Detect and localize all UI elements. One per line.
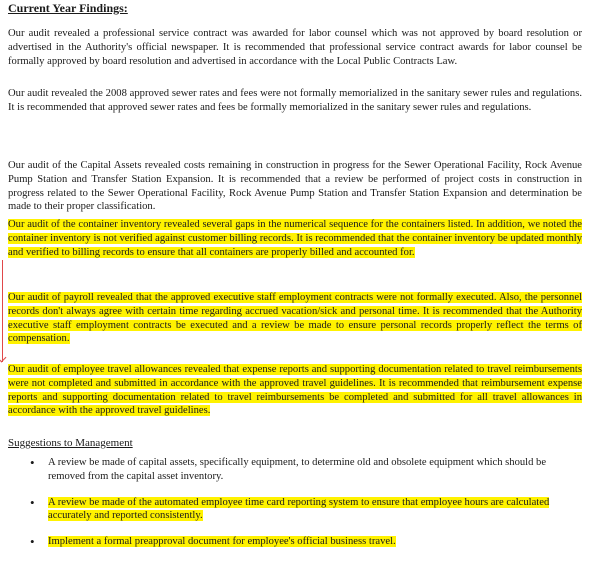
finding-paragraph-1 — [8, 27, 582, 68]
annotation-arrow-icon — [0, 353, 6, 363]
finding-text-3: Our audit of the Capital Assets revealed costs remaining in construction in progress for the Sewer Operational Facility, Rock Avenue Pump Station and Transfer Station Expansion. It is recommended that a review be performed of project costs in construction in progress related to the Sewer Operational Facility, Rock Avenue Pump Station and Transfer Station Expansion and determination be made to their proper classification. — [8, 160, 582, 213]
bullet-icon: • — [30, 455, 35, 470]
suggestions-heading: Suggestions to Management — [8, 437, 133, 449]
bullet-icon: • — [30, 534, 35, 550]
finding-text-2: Our audit revealed the 2008 approved sewer rates and fees were not formally memorialized in the sanitary sewer rules and regulations. It is recommended that approved sewer rates and fees be formally memorialized in the sanitary sewer rules and regulations. — [8, 88, 582, 113]
finding-paragraph-6-highlighted — [8, 363, 582, 418]
suggestions-list — [30, 452, 582, 549]
findings-heading: Current Year Findings: — [8, 1, 128, 15]
finding-paragraph-5-highlighted — [8, 291, 582, 346]
bullet-icon: • — [30, 494, 35, 510]
finding-text-5: Our audit of payroll revealed that the approved executive staff employment contracts were not formally executed. Also, the personnel records don't always agree with certain time regarding accrued vacation/sick and personal time. It is recommended that the Authority executive staff employment contracts be executed and a review be made to ensure personal records properly reflect the terms of compensation. — [8, 292, 582, 345]
finding-paragraph-4-highlighted — [8, 218, 582, 259]
finding-paragraph-3 — [8, 159, 582, 214]
finding-text-6: Our audit of employee travel allowances revealed that expense reports and supporting documentation related to travel reimbursements were not completed and submitted in accordance with the approved travel guidelines. It is recommended that reimbursement expense reports and supporting documentation related to travel reimbursements be completed and submitted for all travel allowances in accordance with the approved travel guidelines. — [8, 364, 582, 417]
suggestion-item-1 — [30, 456, 582, 484]
suggestion-text-1: A review be made of capital assets, specifically equipment, to determine old and obsolete equipment which should be removed from the capital asset inventory. — [48, 457, 547, 482]
suggestion-item-3-highlighted — [30, 535, 582, 549]
suggestion-item-2-highlighted — [30, 496, 582, 524]
suggestion-text-2: A review be made of the automated employee time card reporting system to ensure that employee hours are calculated accurately and reported consistently. — [48, 496, 550, 522]
suggestion-text-3: Implement a formal preapproval document for employee's official business travel. — [48, 536, 396, 548]
finding-text-4: Our audit of the container inventory revealed several gaps in the numerical sequence for the containers listed. In addition, we noted the container inventory is not verified against customer billing records. It is recommended that the container inventory be updated monthly and verified to billing records to ensure that all containers are properly billed and accounted for. — [8, 219, 582, 258]
finding-paragraph-2 — [8, 87, 582, 115]
finding-text-1: Our audit revealed a professional service contract was awarded for labor counsel which was not approved by board resolution or advertised in the Authority's official newspaper. It is recommended that professional service contract awards for labor counsel be formally approved by board resolution and advertised in accordance with the Local Public Contracts Law. — [8, 28, 582, 67]
annotation-line — [2, 260, 3, 362]
